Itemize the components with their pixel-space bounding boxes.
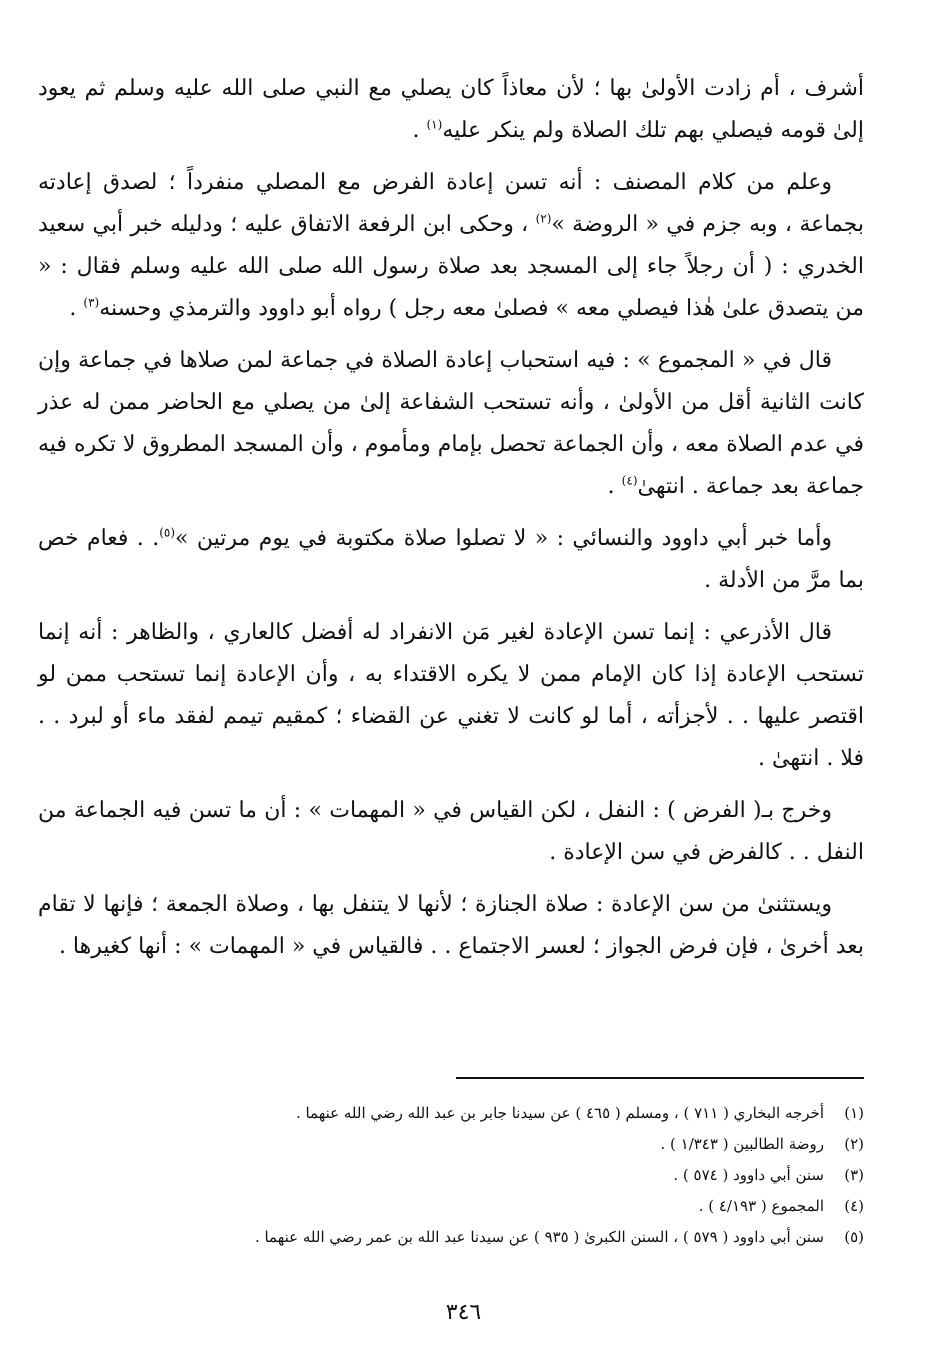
footnote-number: (٢) (844, 1135, 864, 1153)
page-number: ٣٤٦ (445, 1300, 482, 1325)
footnote-text: سنن أبي داوود ( ٥٧٩ ) ، السنن الكبرىٰ ( ٩٣٥ ) عن سيدنا عبد الله بن عمر رضي الله عنهما . (254, 1228, 824, 1246)
footnote-ref[interactable]: (٤) (621, 473, 638, 488)
footnote-ref[interactable]: (٢) (535, 211, 552, 226)
footnote-ref[interactable]: (٥) (159, 525, 176, 540)
footnote-4 (224, 1191, 864, 1222)
paragraph-text: أشرف ، أم زادت الأولىٰ بها ؛ لأن معاذاً كان يصلي مع النبي صلى الله عليه وسلم ثم يعود إلىٰ قومه فيصلي بهم تلك الصلاة ولم ينكر عليه (38, 76, 864, 143)
paragraph-1 (38, 68, 864, 152)
paragraph-tail: . (69, 296, 84, 321)
footnote-number: (٤) (844, 1197, 864, 1215)
paragraph-text: وخرج بـ( الفرض ) : النفل ، لكن القياس في « المهمات » : أن ما تسن فيه الجماعة من النفل . . كالفرض في سن الإعادة . (38, 798, 864, 865)
footnote-2 (224, 1129, 864, 1160)
paragraph-tail: . . فعام خص بما مرَّ من الأدلة . (38, 526, 864, 593)
footnote-ref[interactable]: (١) (426, 117, 443, 132)
footnote-text: سنن أبي داوود ( ٥٧٤ ) . (673, 1166, 824, 1184)
paragraph-4 (38, 518, 864, 602)
footnote-text: روضة الطالبين ( ١/٣٤٣ ) . (660, 1135, 824, 1153)
paragraph-tail: . (607, 474, 622, 499)
paragraph-tail: ، وحكى ابن الرفعة الاتفاق عليه ؛ ودليله خبر أبي سعيد الخدري : ( أن رجلاً جاء إلى المسجد بعد صلاة رسول الله صلى الله عليه وسلم فقال : « من يتصدق علىٰ هٰذا فيصلي معه » فصلىٰ معه رجل ) رواه أبو داوود والترمذي وحسنه (38, 212, 864, 321)
footnote-3 (224, 1160, 864, 1191)
footnote-number: (١) (844, 1104, 864, 1122)
paragraph-3 (38, 340, 864, 508)
footnote-divider (456, 1077, 864, 1079)
paragraph-text: ويستثنىٰ من سن الإعادة : صلاة الجنازة ؛ لأنها لا يتنفل بها ، وصلاة الجمعة ؛ فإنها لا تقام بعد أخرىٰ ، فإن فرض الجواز ؛ لعسر الاجتماع . . فالقياس في « المهمات » : أنها كغيرها . (38, 892, 864, 959)
footnote-number: (٣) (844, 1166, 864, 1184)
paragraph-7 (38, 884, 864, 968)
paragraph-2 (38, 162, 864, 330)
paragraph-text: قال في « المجموع » : فيه استحباب إعادة الصلاة في جماعة لمن صلاها في جماعة وإن كانت الثانية أقل من الأولىٰ ، وأنه تستحب الشفاعة إلىٰ من يصلي مع الحاضر ممن له عذر في عدم الصلاة معه ، وأن الجماعة تحصل بإمام ومأموم ، وأن المسجد المطروق لا تكره فيه جماعة بعد جماعة . انتهىٰ (38, 348, 864, 499)
paragraph-5 (38, 612, 864, 780)
paragraph-6 (38, 790, 864, 874)
footnote-text: المجموع ( ٤/١٩٣ ) . (698, 1197, 824, 1215)
footnotes (224, 1098, 864, 1253)
footnote-text: أخرجه البخاري ( ٧١١ ) ، ومسلم ( ٤٦٥ ) عن سيدنا جابر بن عبد الله رضي الله عنهما . (295, 1104, 824, 1122)
footnote-number: (٥) (844, 1228, 864, 1246)
footnote-5 (224, 1222, 864, 1253)
paragraph-text: وعلم من كلام المصنف : أنه تسن إعادة الفرض مع المصلي منفرداً ؛ لصدق إعادته بجماعة ، وبه جزم في « الروضة » (38, 170, 865, 237)
paragraph-text: وأما خبر أبي داوود والنسائي : « لا تصلوا صلاة مكتوبة في يوم مرتين » (175, 526, 832, 551)
paragraph-tail: . (412, 118, 427, 143)
footnote-1 (224, 1098, 864, 1129)
footnote-ref[interactable]: (٣) (83, 295, 100, 310)
main-text (38, 68, 864, 978)
paragraph-text: قال الأذرعي : إنما تسن الإعادة لغير مَن الانفراد له أفضل كالعاري ، والظاهر : أنه إنما تستحب الإعادة إذا كان الإمام ممن لا يكره الاقتداء به ، وأن الإعادة إنما تستحب ممن لو اقتصر عليها . . لأجزأته ، أما لو كانت لا تغني عن القضاء ؛ كمقيم تيمم لفقد ماء أو لبرد . . فلا . انتهىٰ . (38, 620, 864, 771)
